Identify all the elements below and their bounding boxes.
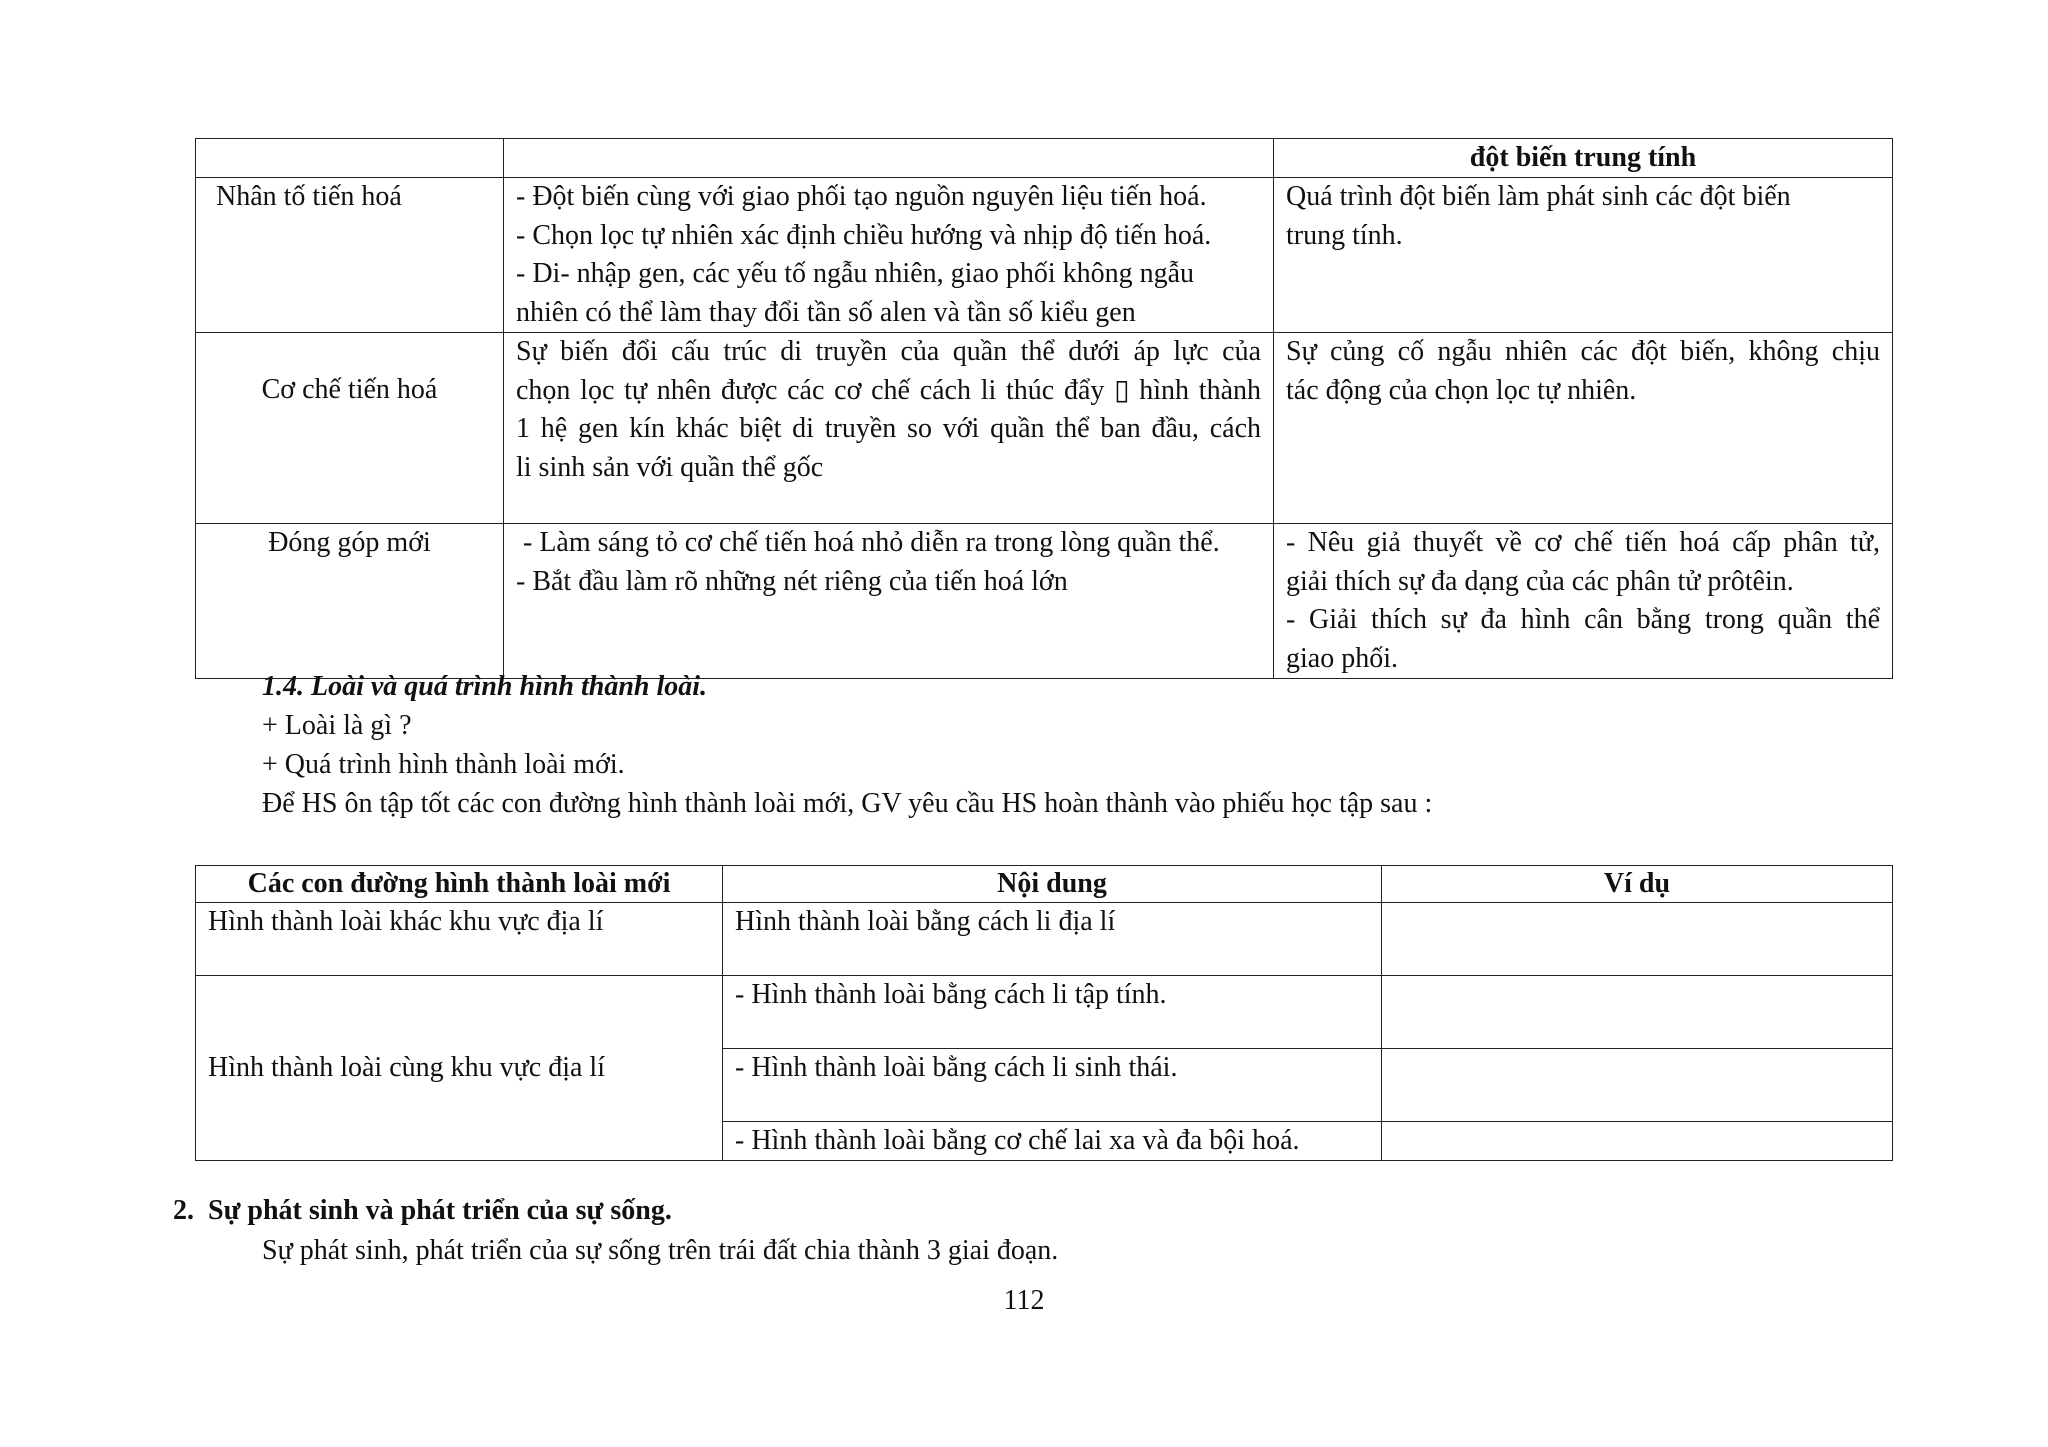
table-header-cell: Ví dụ — [1382, 866, 1893, 903]
text-line: 1 hệ gen kín khác biệt di truyền so với quần thể ban đầu, cách — [516, 413, 1261, 444]
text-line: - Nêu giả thuyết về cơ chế tiến hoá cấp phân tử, — [1286, 527, 1880, 558]
list-item: + Loài là gì ? — [262, 710, 412, 741]
table-header-cell: Nội dung — [723, 866, 1382, 903]
table-cell — [504, 178, 1274, 333]
text-line: Sự củng cố ngẫu nhiên các đột biến, không chịu — [1286, 336, 1880, 367]
text-line: - Di- nhập gen, các yếu tố ngẫu nhiên, giao phối không ngẫu — [516, 258, 1195, 289]
speciation-worksheet-table — [195, 865, 1893, 1161]
table-cell: - Hình thành loài bằng cơ chế lai xa và đa bội hoá. — [723, 1122, 1382, 1161]
text-line: Sự biến đổi cấu trúc di truyền của quần thể dưới áp lực của — [516, 336, 1261, 367]
example-cell[interactable] — [1382, 976, 1893, 1049]
section-heading: 1.4. Loài và quá trình hình thành loài. — [262, 671, 708, 702]
text-line: Quá trình đột biến làm phát sinh các đột biến — [1286, 181, 1791, 212]
table-cell: Hình thành loài bằng cách li địa lí — [723, 903, 1382, 976]
text-line: tác động của chọn lọc tự nhiên. — [1286, 374, 1637, 406]
table-header-cell: Các con đường hình thành loài mới — [196, 866, 723, 903]
table-row — [196, 903, 1893, 976]
table-row — [196, 139, 1893, 178]
section-paragraph: Sự phát sinh, phát triển của sự sống trên trái đất chia thành 3 giai đoạn. — [262, 1235, 1059, 1266]
evolution-comparison-table — [195, 138, 1893, 679]
section-heading: 2. Sự phát sinh và phát triển của sự sống. — [173, 1195, 672, 1226]
text-line: chọn lọc tự nhên được các cơ chế cách li thúc đẩy ▯ hình thành — [516, 374, 1261, 406]
table-row — [196, 976, 1893, 1049]
table-cell — [1274, 333, 1893, 524]
table-cell — [504, 333, 1274, 524]
row-label: Đóng góp mới — [196, 524, 504, 679]
table-row — [196, 178, 1893, 333]
row-label: Hình thành loài cùng khu vực địa lí — [196, 976, 723, 1161]
table-row — [196, 524, 1893, 679]
example-cell[interactable] — [1382, 1122, 1893, 1161]
table-header-row — [196, 866, 1893, 903]
text-line: giao phối. — [1286, 642, 1398, 674]
text-line: nhiên có thể làm thay đổi tần số alen và tần số kiểu gen — [516, 296, 1136, 328]
row-label: Cơ chế tiến hoá — [196, 333, 504, 524]
text-line: li sinh sản với quần thể gốc — [516, 451, 824, 483]
example-cell[interactable] — [1382, 1049, 1893, 1122]
table-cell: - Hình thành loài bằng cách li tập tính. — [723, 976, 1382, 1049]
row-label: Nhân tố tiến hoá — [196, 178, 504, 333]
table-cell — [196, 139, 504, 178]
table-cell — [1274, 524, 1893, 679]
page-number: 112 — [1003, 1285, 1045, 1316]
table-cell: - Hình thành loài bằng cách li sinh thái. — [723, 1049, 1382, 1122]
example-cell[interactable] — [1382, 903, 1893, 976]
table-row — [196, 333, 1893, 524]
text-line: - Làm sáng tỏ cơ chế tiến hoá nhỏ diễn ra trong lòng quần thể. — [516, 527, 1220, 558]
list-item: + Quá trình hình thành loài mới. — [262, 749, 625, 780]
table-cell — [1274, 178, 1893, 333]
text-line: - Bắt đầu làm rõ những nét riêng của tiến hoá lớn — [516, 565, 1068, 597]
text-line: giải thích sự đa dạng của các phân tử prôtêin. — [1286, 565, 1794, 597]
intro-paragraph: Để HS ôn tập tốt các con đường hình thành loài mới, GV yêu cầu HS hoàn thành vào phiếu học tập sau : — [262, 788, 1433, 819]
text-line: trung tính. — [1286, 219, 1403, 251]
text-line: - Giải thích sự đa hình cân bằng trong quần thể — [1286, 604, 1880, 635]
table-cell — [504, 139, 1274, 178]
text-line: - Chọn lọc tự nhiên xác định chiều hướng và nhịp độ tiến hoá. — [516, 219, 1212, 251]
table-header-cell: đột biến trung tính — [1274, 139, 1893, 178]
table-cell — [504, 524, 1274, 679]
text-line: - Đột biến cùng với giao phối tạo nguồn nguyên liệu tiến hoá. — [516, 181, 1207, 212]
row-label: Hình thành loài khác khu vực địa lí — [196, 903, 723, 976]
